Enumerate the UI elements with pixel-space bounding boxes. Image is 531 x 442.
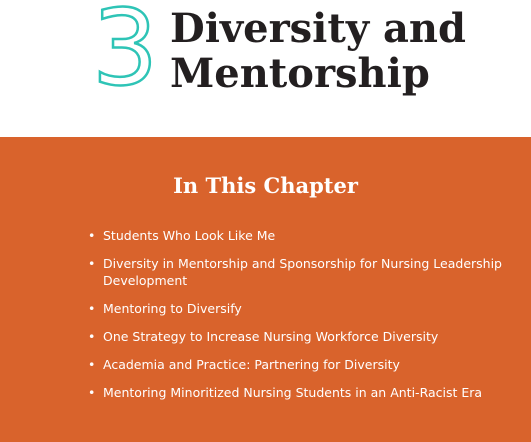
bullet-icon: • <box>88 301 96 316</box>
chapter-number: 3 <box>92 0 159 109</box>
bullet-icon: • <box>88 357 96 372</box>
list-item <box>86 328 506 345</box>
bullet-icon: • <box>88 385 96 400</box>
chapter-title <box>170 6 525 96</box>
chapter-header <box>0 0 531 137</box>
chapter-contents-list <box>86 227 506 412</box>
list-item <box>86 384 506 401</box>
list-item-label: One Strategy to Increase Nursing Workforce Diversity <box>103 329 439 344</box>
list-item <box>86 356 506 373</box>
in-this-chapter-heading: In This Chapter <box>173 173 358 198</box>
list-item-label: Academia and Practice: Partnering for Diversity <box>103 357 400 372</box>
chapter-title-line-1: Diversity and <box>170 5 466 52</box>
list-item-label: Diversity in Mentorship and Sponsorship for Nursing Leadership Development <box>103 256 502 288</box>
list-item-label: Mentoring to Diversify <box>103 301 242 316</box>
list-item-label: Students Who Look Like Me <box>103 228 276 243</box>
list-item <box>86 227 506 244</box>
bullet-icon: • <box>88 256 96 271</box>
in-this-chapter-panel <box>0 137 531 442</box>
bullet-icon: • <box>88 228 96 243</box>
bullet-icon: • <box>88 329 96 344</box>
list-item <box>86 300 506 317</box>
chapter-title-line-2: Mentorship <box>170 50 430 97</box>
list-item <box>86 255 506 289</box>
list-item-label: Mentoring Minoritized Nursing Students in an Anti-Racist Era <box>103 385 483 400</box>
